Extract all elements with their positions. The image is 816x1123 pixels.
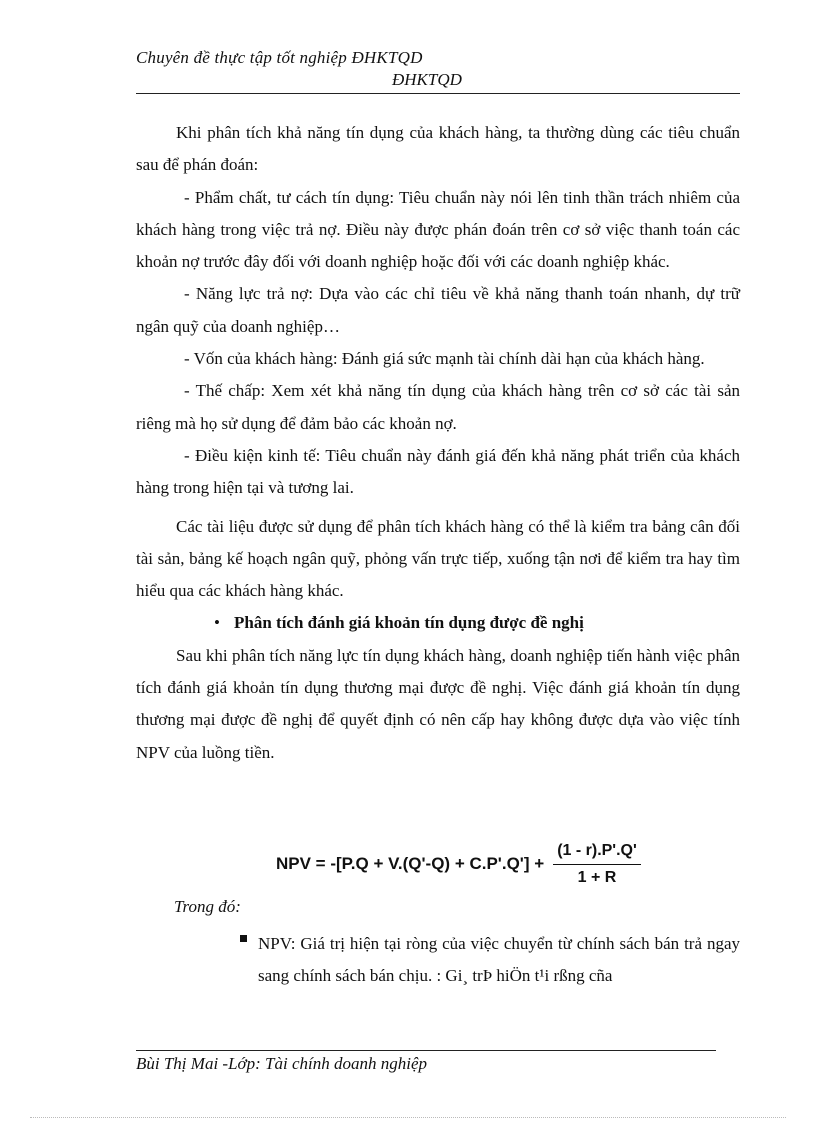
header-title: Chuyên đề thực tập tốt nghiệp ĐHKTQD [136, 48, 423, 67]
fraction-bar [553, 864, 641, 865]
header-subtitle: ĐHKTQD [392, 70, 462, 89]
paragraph-intro: Khi phân tích khả năng tín dụng của khách hàng, ta thường dùng các tiêu chuẩn sau để phán đoán: [136, 123, 740, 175]
paragraph-conditions: - Điều kiện kinh tế: Tiêu chuẩn này đánh giá đến khả năng phát triển của khách hàng trong hiện tại và tương lai. [136, 445, 740, 498]
formula-lhs: NPV = -[P.Q + V.(Q'-Q) + C.P'.Q'] + [276, 854, 545, 873]
paragraph-collateral: - Thế chấp: Xem xét khả năng tín dụng của khách hàng trên cơ sở các tài sản riêng mà họ sử dụng để đảm bảo các khoản nợ. [136, 381, 740, 433]
section-heading [136, 607, 740, 639]
square-bullet-icon [240, 935, 247, 942]
formula-fraction [553, 840, 641, 889]
npv-definition: NPV: Giá trị hiện tại ròng của việc chuyển từ chính sách bán trả ngay sang chính sách bán chịu. : Gi¸ trÞ hiÖn t¹i rßng cña [258, 934, 740, 985]
body-text [136, 117, 740, 769]
paragraph-capacity: - Năng lực trả nợ: Dựa vào các chỉ tiêu về khả năng thanh toán nhanh, dự trữ ngân quỹ của doanh nghiệp… [136, 284, 740, 336]
npv-formula [276, 840, 656, 888]
paragraph-character: - Phẩm chất, tư cách tín dụng: Tiêu chuẩn này nói lên tinh thần trách nhiêm của khách hàng trong việc trả nợ. Điều này được phán đoán trên cơ sở việc thanh toán các khoản nợ trước đây đối với doanh nghiệp hoặc đối với các doanh nghiệp khác. [136, 187, 740, 272]
header-rule [136, 93, 740, 94]
page-boundary [30, 1117, 786, 1118]
formula-numerator: (1 - r).P'.Q' [557, 842, 637, 859]
footer-text: Bùi Thị Mai -Lớp: Tài chính doanh nghiệp [136, 1054, 427, 1073]
paragraph-evaluation: Sau khi phân tích năng lực tín dụng khách hàng, doanh nghiệp tiến hành việc phân tích đánh giá khoản tín dụng thương mại được đề nghị. Việc đánh giá khoản tín dụng thương mại được đề nghị để quyết định có nên cấp hay không được dựa vào việc tính NPV của luồng tiền. [136, 645, 740, 762]
formula-denominator: 1 + R [577, 869, 617, 886]
bullet-icon: • [214, 613, 220, 633]
paragraph-capital: - Vốn của khách hàng: Đánh giá sức mạnh tài chính dài hạn của khách hàng. [184, 349, 705, 369]
paragraph-documents: Các tài liệu được sử dụng để phân tích khách hàng có thể là kiểm tra bảng cân đối tài sản, bảng kế hoạch ngân quỹ, phỏng vấn trực tiếp, xuống tận nơi để kiểm tra hay tìm hiểu qua các khách hàng khác. [136, 516, 740, 601]
where-label: Trong đó: [174, 897, 241, 916]
footer-rule [136, 1050, 716, 1051]
section-heading-text: Phân tích đánh giá khoản tín dụng được đề nghị [234, 613, 584, 633]
